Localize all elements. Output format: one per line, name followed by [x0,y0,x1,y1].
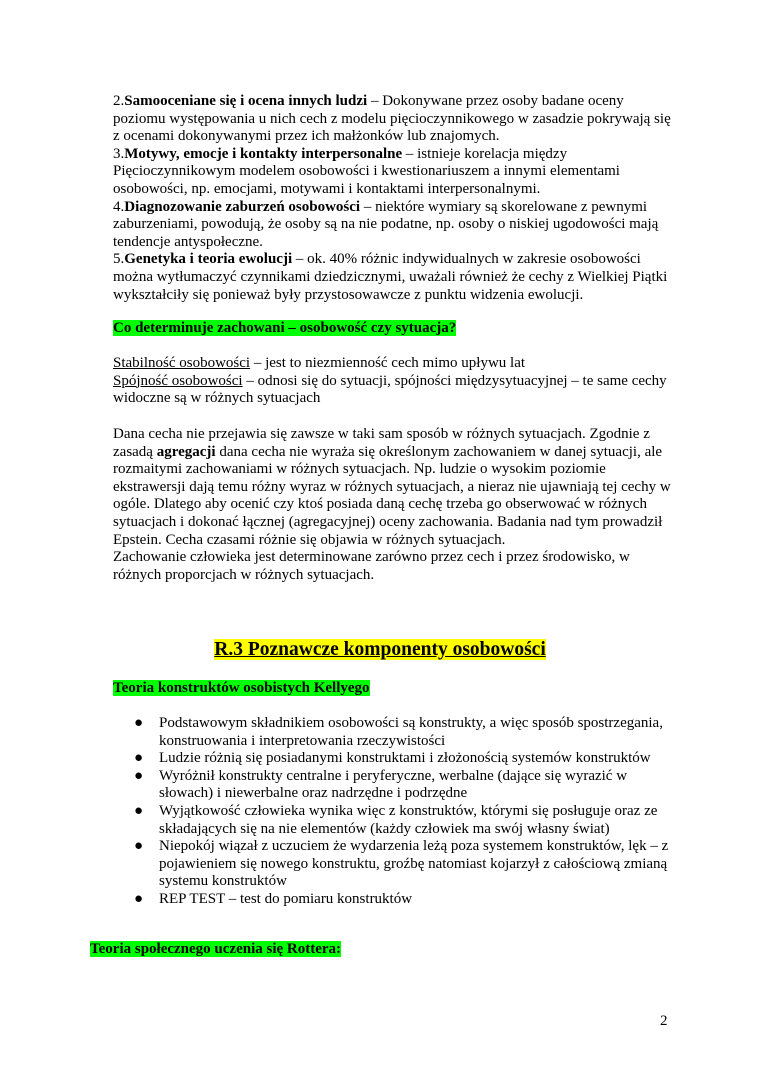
item-text: – Dokonywane przez osoby badane oceny poziomu występowania u nich cech z modelu pięcioczynnikowego w zasadzie pokrywają się z ocenami dokonywanymi przez ich małżonków lub znajomych. [113,93,671,145]
stability-def [113,355,673,373]
item-number: 3. [113,145,125,162]
item-3 [113,146,673,199]
item-text: – istnieje korelacja między Pięcioczynnikowym modelem osobowości i kwestionariuszem a innymi elementami osobowości, np. emocjami, motywami i kontaktami interpersonalnymi. [113,145,620,197]
kelly-heading-block [113,680,673,698]
list-item-text: REP TEST – test do pomiaru konstruktów [159,890,413,907]
item-4 [113,199,673,252]
list-item-text: Niepokój wiązał z uczuciem że wydarzenia leżą poza systemem konstruktów, lęk – z pojawieniem się nowego konstruktu, groźbę natomiast kojarzył z całościową zmianą systemu konstruktów [159,838,669,890]
item-text: – niektóre wymiary są skorelowane z pewnymi zaburzeniami, powodują, że osoby są na nie podatne, np. osoby o niskiej ugodowości mają tendencje antyspołeczne. [113,198,659,250]
consistency-def [113,373,673,408]
rotter-heading-block [90,941,650,959]
term: Spójność osobowości [113,372,243,389]
list-item [113,750,681,768]
section-title-wrap [0,638,760,662]
list-item [113,715,681,750]
list-item [113,891,681,909]
text: dana cecha nie wyraża się określonym zachowaniem w danej sytuacji, ale rozmaitymi zachowaniami w różnych sytuacjach. Np. ludzie o wysokim poziomie ekstrawersji dają temu różny wyraz w różnych sytuacjach, a nieraz nie ujawniają tej cechy w ogóle. Dlatego aby ocenić czy ktoś posiada daną cechę trzeba go obserwować w różnych sytuacjach i dokonać łącznej (agregacyjnej) oceny zachowania. Badania nad tym prowadził Epstein. Cecha czasami różnie się objawia w różnych sytuacjach. [113,443,671,548]
definition: – odnosi się do sytuacji, spójności międzysytuacyjnej – te same cechy widoczne są w różnych sytuacjach [113,372,667,407]
list-item [113,838,681,891]
item-number: 4. [113,198,125,215]
list-item-text: Wyjątkowość człowieka wynika więc z konstruktów, którymi się posługuje oraz ze składających się na nie elementów (każdy człowiek ma swój własny świat) [159,802,658,837]
stability-block [113,355,673,408]
kelly-heading: Teoria konstruktów osobistych Kellyego [113,680,370,696]
keyword: agregacji [156,443,216,460]
bullet-icon: ● [134,890,144,907]
page-number: 2 [660,1013,668,1029]
term: Stabilność osobowości [113,355,251,371]
kelly-list [113,715,681,909]
bullet-icon: ● [134,838,144,855]
item-title: Motywy, emocje i kontakty interpersonalne [124,145,403,162]
bullet-icon: ● [134,715,144,731]
list-item-text: Ludzie różnią się posiadanymi konstruktami i złożonością systemów konstruktów [159,750,651,767]
bullet-icon: ● [134,750,144,767]
item-title: Samooceniane się i ocena innych ludzi [124,93,368,109]
situation-heading: Co determinuje zachowani – osobowość czy sytuacja? [113,320,457,336]
item-number: 5. [113,251,125,268]
aggregation-block [113,426,673,584]
numbered-items [113,93,673,304]
item-title: Diagnozowanie zaburzeń osobowości [124,198,361,215]
list-item-text: Podstawowym składnikiem osobowości są konstrukty, a więc sposób spostrzegania, konstruowania i interpretowania rzeczywistości [159,715,663,749]
text: Dana cecha nie przejawia się zawsze w taki sam sposób w różnych sytuacjach. Zgodnie z zasadą [113,426,650,460]
list-item [113,768,681,803]
definition: – jest to niezmienność cech mimo upływu lat [250,355,526,371]
bullet-icon: ● [134,767,144,784]
item-5 [113,251,673,304]
item-2 [113,93,673,146]
item-text: – ok. 40% różnic indywidualnych w zakresie osobowości można wytłumaczyć czynnikami dziedzicznymi, uważali również że cechy z Wielkiej Piątki wykształciły się ponieważ były przystosowawcze z punktu widzenia ewolucji. [113,251,668,303]
conclusion-paragraph: Zachowanie człowieka jest determinowane zarówno przez cech i przez środowisko, w różnych proporcjach w różnych sytuacjach. [113,549,630,583]
bullet-icon: ● [134,802,144,819]
list-item [113,803,681,838]
list-item-text: Wyróżnił konstrukty centralne i peryferyczne, werbalne (dające się wyrazić w słowach) i niewerbalne oraz nadrzędne i podrzędne [159,767,628,802]
aggregation-paragraph [113,426,673,549]
item-number: 2. [113,93,125,109]
section-title: R.3 Poznawcze komponenty osobowości [214,639,546,660]
item-title: Genetyka i teoria ewolucji [124,251,293,268]
situation-heading-block [113,320,673,338]
rotter-heading: Teoria społecznego uczenia się Rottera: [90,941,342,957]
